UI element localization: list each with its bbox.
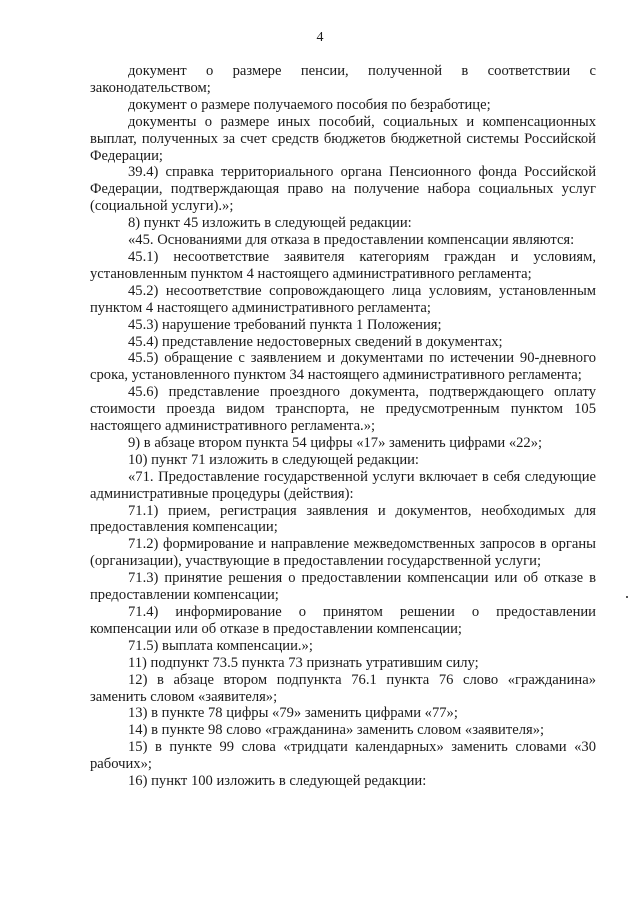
paragraph: 16) пункт 100 изложить в следующей редакции: xyxy=(128,773,427,790)
paragraph: 8) пункт 45 изложить в следующей редакции: xyxy=(128,215,412,232)
page-number: 4 xyxy=(316,30,324,45)
paragraph: 39.4) справка территориального органа Пенсионного фонда Российской Федерации, подтверждающая право на получение набора социальных услуг (социальной услуги).»; xyxy=(90,164,596,215)
paragraph: 10) пункт 71 изложить в следующей редакции: xyxy=(128,451,419,468)
paragraph: 71.1) прием, регистрация заявления и документов, необходимых для предоставления компенсации; xyxy=(90,502,596,536)
paragraph: 45.5) обращение с заявлением и документами по истечении 90-дневного срока, установленного пунктом 34 настоящего административного регламента; xyxy=(90,350,596,384)
paragraph: 14) в пункте 98 слово «гражданина» заменить словом «заявителя»; xyxy=(128,722,545,739)
paragraph: документ о размере получаемого пособия по безработице; xyxy=(128,96,491,113)
paragraph: 9) в абзаце втором пункта 54 цифры «17» заменить цифрами «22»; xyxy=(128,434,543,451)
paragraph: 45.2) несоответствие сопровождающего лица условиям, установленным пунктом 4 настоящего административного регламента; xyxy=(90,282,596,316)
paragraph: 71.2) формирование и направление межведомственных запросов в органы (организации), участвующие в предоставлении государственной услуги; xyxy=(90,536,596,570)
paragraph: 13) в пункте 78 цифры «79» заменить цифрами «77»; xyxy=(128,705,458,722)
document-body xyxy=(90,63,596,790)
paragraph: 71.3) принятие решения о предоставлении компенсации или об отказе в предоставлении компенсации; xyxy=(90,570,596,604)
paragraph: 45.6) представление проездного документа, подтверждающего оплату стоимости проезда видом транспорта, не предусмотренным пунктом 105 настоящего административного регламента.»; xyxy=(90,384,596,435)
paragraph: 45.1) несоответствие заявителя категориям граждан и условиям, установленным пунктом 4 настоящего административного регламента; xyxy=(90,248,596,282)
paragraph: документ о размере пенсии, полученной в соответствии с законодательством; xyxy=(90,63,596,96)
paragraph: 15) в пункте 99 слова «тридцати календарных» заменить словами «30 рабочих»; xyxy=(90,739,596,773)
paragraph: 71.5) выплата компенсации.»; xyxy=(128,637,313,654)
paragraph: «71. Предоставление государственной услуги включает в себя следующие административные процедуры (действия): xyxy=(90,468,596,502)
paragraph: 45.3) нарушение требований пункта 1 Положения; xyxy=(128,316,442,333)
paragraph: 71.4) информирование о принятом решении о предоставлении компенсации или об отказе в предоставлении компенсации; xyxy=(90,604,596,637)
paragraph: 12) в абзаце втором подпункта 76.1 пункта 76 слово «гражданина» заменить словом «заявителя»; xyxy=(90,671,596,705)
paragraph: документы о размере иных пособий, социальных и компенсационных выплат, полученных за счет средств бюджетов бюджетной системы Российской Федерации; xyxy=(90,113,596,164)
paragraph: «45. Основаниями для отказа в предоставлении компенсации являются: xyxy=(128,232,575,249)
margin-mark xyxy=(626,596,628,598)
paragraph: 11) подпункт 73.5 пункта 73 признать утратившим силу; xyxy=(128,654,479,671)
paragraph: 45.4) представление недостоверных сведений в документах; xyxy=(128,333,503,350)
